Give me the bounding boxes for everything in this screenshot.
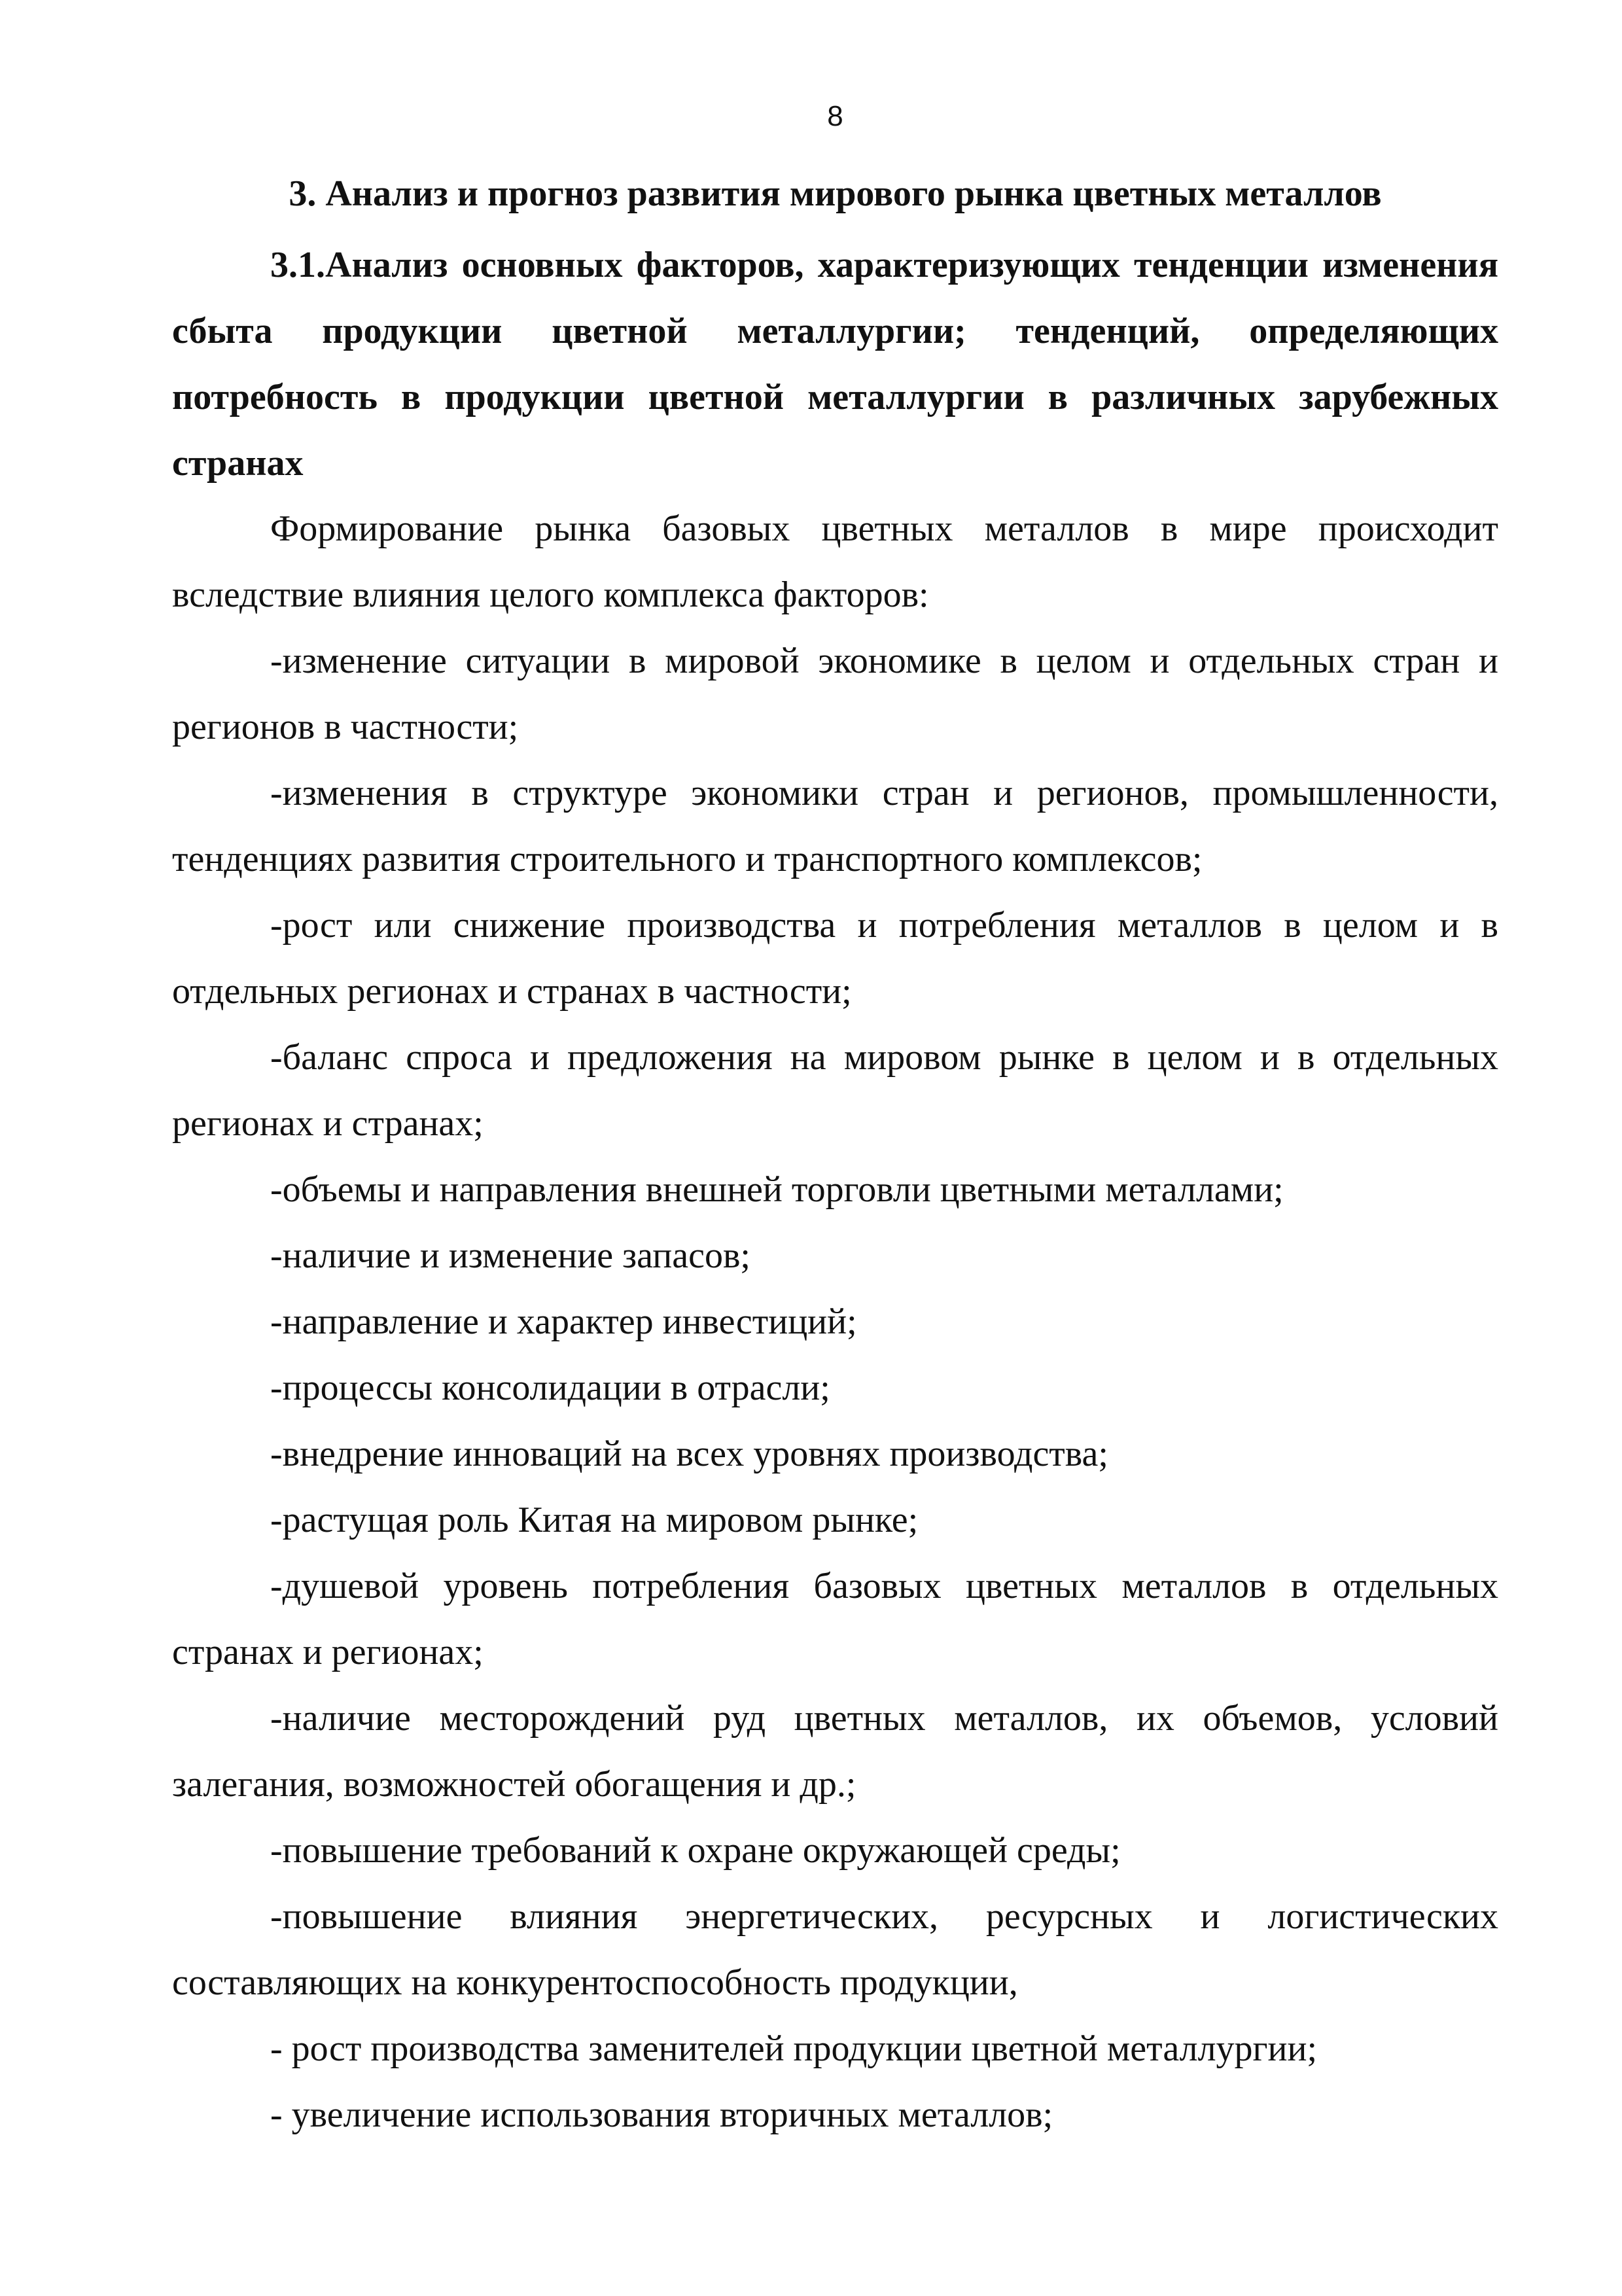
list-item: -повышение требований к охране окружающей среды; xyxy=(270,1830,1121,1871)
list-item: -душевой уровень потребления базовых цветных металлов в отдельных странах и регионах; xyxy=(172,1566,1498,1672)
list-item: -объемы и направления внешней торговли цветными металлами; xyxy=(270,1169,1284,1210)
list-item: -наличие и изменение запасов; xyxy=(270,1235,750,1276)
list-item: -баланс спроса и предложения на мировом рынке в целом и в отдельных регионах и странах; xyxy=(172,1037,1498,1144)
page-number: 8 xyxy=(827,100,843,132)
list-item: -изменения в структуре экономики стран и регионов, промышленности, тенденциях развития строительного и транспортного комплексов; xyxy=(172,773,1498,879)
intro-paragraph: Формирование рынка базовых цветных металлов в мире происходит вследствие влияния целого комплекса факторов: xyxy=(172,508,1498,615)
list-item: - рост производства заменителей продукции цветной металлургии; xyxy=(270,2028,1318,2069)
list-item: -рост или снижение производства и потребления металлов в целом и в отдельных регионах и странах в частности; xyxy=(172,905,1498,1012)
list-item: -направление и характер инвестиций; xyxy=(270,1301,857,1342)
body-text xyxy=(172,496,1498,2148)
list-item: -повышение влияния энергетических, ресурсных и логистических составляющих на конкурентоспособность продукции, xyxy=(172,1896,1498,2003)
list-item: - увеличение использования вторичных металлов; xyxy=(270,2094,1053,2135)
section-title: 3. Анализ и прогноз развития мирового рынка цветных металлов xyxy=(289,173,1382,214)
list-item: -процессы консолидации в отрасли; xyxy=(270,1368,830,1408)
list-item: -изменение ситуации в мировой экономике в целом и отдельных стран и регионов в частности; xyxy=(172,641,1498,747)
list-item: -внедрение инноваций на всех уровнях производства; xyxy=(270,1434,1108,1474)
subsection-title: 3.1.Анализ основных факторов, характеризующих тенденции изменения сбыта продукции цветной металлургии; тенденций, определяющих потребность в продукции цветной металлургии в различных зарубежных странах xyxy=(172,245,1498,484)
list-item: -растущая роль Китая на мировом рынке; xyxy=(270,1500,919,1540)
list-item: -наличие месторождений руд цветных металлов, их объемов, условий залегания, возможностей обогащения и др.; xyxy=(172,1698,1498,1805)
